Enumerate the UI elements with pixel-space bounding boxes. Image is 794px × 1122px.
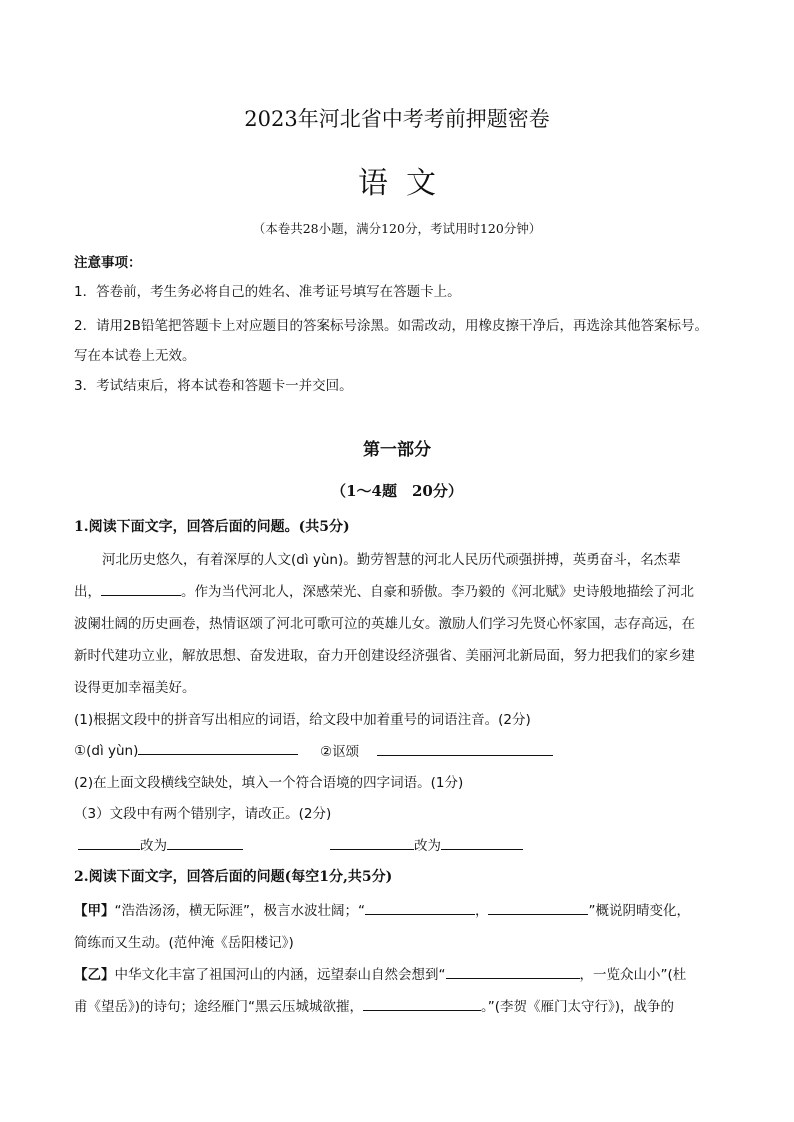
q2-yi-line-1-end: ，一览众山小”(杜 bbox=[579, 967, 687, 983]
q2-yi-line-2-start: 甫《望岳》)的诗句；途经雁门“黑云压城城欲摧， bbox=[74, 999, 364, 1015]
q1-correction-1-label: 改为 bbox=[140, 838, 167, 854]
q1-passage-line-2 bbox=[74, 580, 694, 600]
subject-title: 语文 bbox=[358, 166, 454, 201]
q1-correction-2-wrong-blank[interactable] bbox=[330, 835, 414, 850]
part-title: 第一部分 bbox=[363, 440, 431, 460]
notice-item-3: 3．考试结束后，将本试卷和答题卡一并交回。 bbox=[74, 378, 353, 394]
exam-info: （本卷共28小题，满分120分，考试用时120分钟） bbox=[252, 221, 542, 236]
q1-sub-question-1: (1)根据文段中的拼音写出相应的词语，给文段中加着重号的词语注音。(2分) bbox=[74, 712, 531, 728]
q2-yi-line-2 bbox=[74, 995, 674, 1015]
q2-jia-label: 【甲】 bbox=[74, 903, 115, 919]
q2-jia-line-1 bbox=[74, 899, 690, 919]
q2-yi-blank-1[interactable] bbox=[446, 964, 580, 979]
q1-sub-1-label-a: ①(dì yùn) bbox=[74, 743, 139, 759]
q1-correction-2-label: 改为 bbox=[414, 838, 441, 854]
question-2-heading: 2.阅读下面文字，回答后面的问题(每空1分,共5分) bbox=[74, 869, 393, 885]
q2-jia-line-1-start: “浩浩汤汤，横无际涯”，极言水波壮阔；“ bbox=[114, 903, 365, 919]
q1-passage-line-2-start: 出， bbox=[74, 584, 101, 600]
q1-sub-1-answer-a bbox=[74, 740, 298, 759]
q1-correction-1-right-blank[interactable] bbox=[167, 835, 243, 850]
q2-yi-blank-2[interactable] bbox=[363, 996, 481, 1011]
q2-yi-line-1-start: 中华文化丰富了祖国河山的内涵，远望泰山自然会想到“ bbox=[114, 967, 446, 983]
question-1-heading: 1.阅读下面文字，回答后面的问题。(共5分) bbox=[74, 519, 350, 535]
q2-yi-label: 【乙】 bbox=[74, 967, 115, 983]
q2-yi-line-1 bbox=[74, 963, 686, 983]
q1-passage-line-2-end: 。作为当代河北人，深感荣光、自豪和骄傲。李乃毅的《河北赋》史诗般地描绘了河北 bbox=[181, 584, 694, 600]
q1-sub-1-answer-b bbox=[320, 740, 553, 760]
q1-correction-1-wrong-blank[interactable] bbox=[78, 835, 140, 850]
q1-sub-question-3: （3）文段中有两个错别字，请改正。(2分) bbox=[74, 806, 332, 822]
q1-correction-2 bbox=[330, 834, 523, 854]
q1-correction-1 bbox=[78, 834, 243, 854]
q1-sub-1-label-b: ②讴颂 bbox=[320, 744, 360, 760]
part-range: （1～4题 20分） bbox=[331, 482, 463, 500]
q1-passage-line-5: 设得更加幸福美好。 bbox=[74, 680, 196, 696]
q1-sub-1-blank-b[interactable] bbox=[377, 741, 553, 756]
q1-correction-2-right-blank[interactable] bbox=[441, 835, 523, 850]
notice-heading: 注意事项： bbox=[74, 255, 142, 271]
q2-jia-line-1-end: ”概说阴晴变化， bbox=[588, 903, 690, 919]
q2-jia-blank-2[interactable] bbox=[488, 900, 588, 915]
notice-item-2-line-1: 2．请用2B铅笔把答题卡上对应题目的答案标号涂黑。如需改动，用橡皮擦干净后，再选涂其他答案标号。 bbox=[74, 318, 708, 334]
q1-passage-line-3: 波阑壮阔的历史画卷，热情讴颂了河北可歌可泣的英雄儿女。激励人们学习先贤心怀家国，志存高远，在 bbox=[74, 616, 695, 632]
q2-jia-comma: ， bbox=[474, 903, 489, 919]
q1-sub-question-2: (2)在上面文段横线空缺处，填入一个符合语境的四字词语。(1分) bbox=[74, 775, 464, 791]
q2-jia-blank-1[interactable] bbox=[365, 900, 475, 915]
q1-passage-line-1: 河北历史悠久，有着深厚的人文(dì yùn)。勤劳智慧的河北人民历代顽强拼搏，英勇奋斗，名杰辈 bbox=[102, 552, 681, 568]
q1-sub-1-blank-a[interactable] bbox=[138, 740, 298, 755]
exam-title: 2023年河北省中考考前押题密卷 bbox=[244, 107, 550, 131]
notice-item-1: 1．答卷前，考生务必将自己的姓名、准考证号填写在答题卡上。 bbox=[74, 284, 461, 300]
q2-yi-line-2-end: 。”(李贺《雁门太守行》)，战争的 bbox=[481, 999, 675, 1015]
q2-jia-line-2: 简练而又生动。(范仲淹《岳阳楼记》) bbox=[74, 935, 294, 951]
notice-item-2-line-2: 写在本试卷上无效。 bbox=[74, 348, 196, 364]
q1-passage-line-4: 新时代建功立业，解放思想、奋发进取，奋力开创建设经济强省、美丽河北新局面，努力把我们的家乡建 bbox=[74, 648, 695, 664]
q1-idiom-blank[interactable] bbox=[101, 581, 181, 596]
